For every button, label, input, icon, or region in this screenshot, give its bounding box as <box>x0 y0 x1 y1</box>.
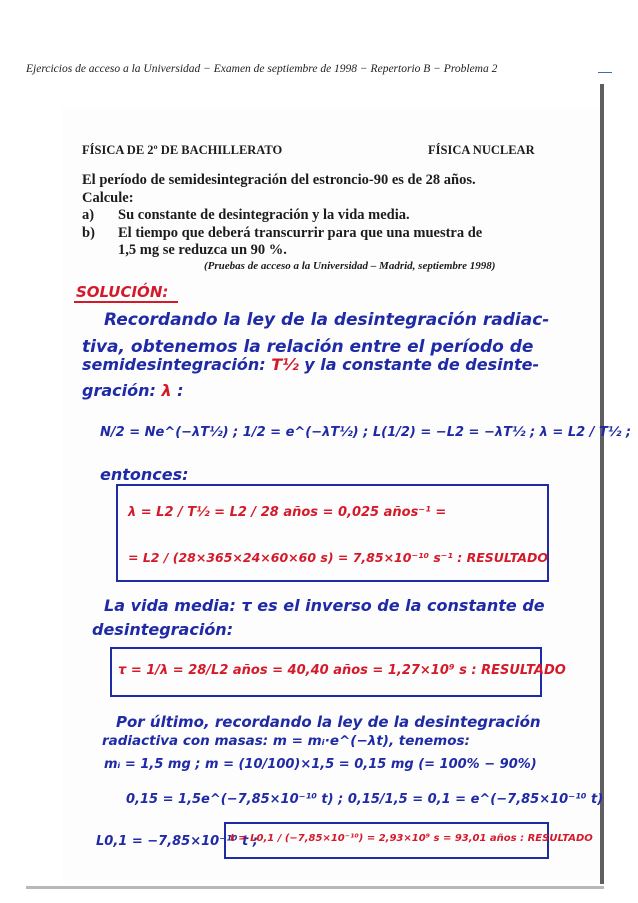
header-rule <box>598 72 612 73</box>
item-a-text: Su constante de desintegración y la vida media. <box>118 207 410 223</box>
calcule-label: Calcule: <box>82 190 134 206</box>
lambda-line-1: λ = L2 / T½ = L2 / 28 años = 0,025 años⁻¹ = <box>128 505 447 520</box>
last-part-line-2: radiactiva con masas: m = mᵢ·e^(−λt), tenemos: <box>102 733 470 749</box>
item-b-label: b) <box>82 225 95 241</box>
exponential-equation: 0,15 = 1,5e^(−7,85×10⁻¹⁰ t) ; 0,15/1,5 = 0,1 = e^(−7,85×10⁻¹⁰ t) <box>126 792 604 807</box>
problem-statement: El período de semidesintegración del estroncio-90 es de 28 años. <box>82 172 476 188</box>
solution-title: SOLUCIÓN: <box>76 283 169 301</box>
document-header: Ejercicios de acceso a la Universidad − Examen de septiembre de 1998 − Repertorio B − Problema 2 <box>26 63 498 75</box>
intro-line-1: Recordando la ley de la desintegración radiac- <box>104 310 550 330</box>
lambda-line-2: = L2 / (28×365×24×60×60 s) = 7,85×10⁻¹⁰ s⁻¹ : RESULTADO <box>128 550 549 565</box>
course-heading: FÍSICA DE 2º DE BACHILLERATO <box>82 143 283 157</box>
mass-values: mᵢ = 1,5 mg ; m = (10/100)×1,5 = 0,15 mg (= 100% − 90%) <box>104 757 537 772</box>
lambda-result-box <box>116 484 549 582</box>
intro-line-4: gración: λ : <box>82 381 184 400</box>
time-result: t = L0,1 / (−7,85×10⁻¹⁰) = 2,93×10⁹ s = 93,01 años : RESULTADO <box>230 833 593 844</box>
decay-law-equations: N/2 = Ne^(−λT½) ; 1/2 = e^(−λT½) ; L(1/2) = −L2 = −λT½ ; λ = L2 / T½ ; <box>100 425 632 440</box>
log-equation: L0,1 = −7,85×10⁻¹⁰ t ; <box>96 834 258 849</box>
scan-edge <box>600 84 604 884</box>
solution-underline <box>74 301 178 303</box>
item-b-text: El tiempo que deberá transcurrir para que una muestra de <box>118 225 483 241</box>
intro-line-2: tiva, obtenemos la relación entre el período de <box>82 337 534 357</box>
mean-life-line-1: La vida media: τ es el inverso de la constante de <box>104 596 545 615</box>
entonces-label: entonces: <box>100 465 189 484</box>
half-life-symbol: T½ <box>271 355 299 374</box>
mean-life-line-2: desintegración: <box>92 620 234 639</box>
problem-source: (Pruebas de acceso a la Universidad – Madrid, septiembre 1998) <box>204 260 496 272</box>
last-part-line-1: Por último, recordando la ley de la desintegración <box>116 713 541 731</box>
scan-bottom-edge <box>26 886 604 889</box>
tau-result: τ = 1/λ = 28/L2 años = 40,40 años = 1,27×10⁹ s : RESULTADO <box>118 663 566 678</box>
item-a-label: a) <box>82 207 95 223</box>
topic-heading: FÍSICA NUCLEAR <box>428 143 535 157</box>
intro-line-3: semidesintegración: T½ y la constante de desinte- <box>82 355 540 374</box>
lambda-symbol: λ <box>161 381 172 400</box>
item-b-text-2: 1,5 mg se reduzca un 90 %. <box>118 242 287 258</box>
